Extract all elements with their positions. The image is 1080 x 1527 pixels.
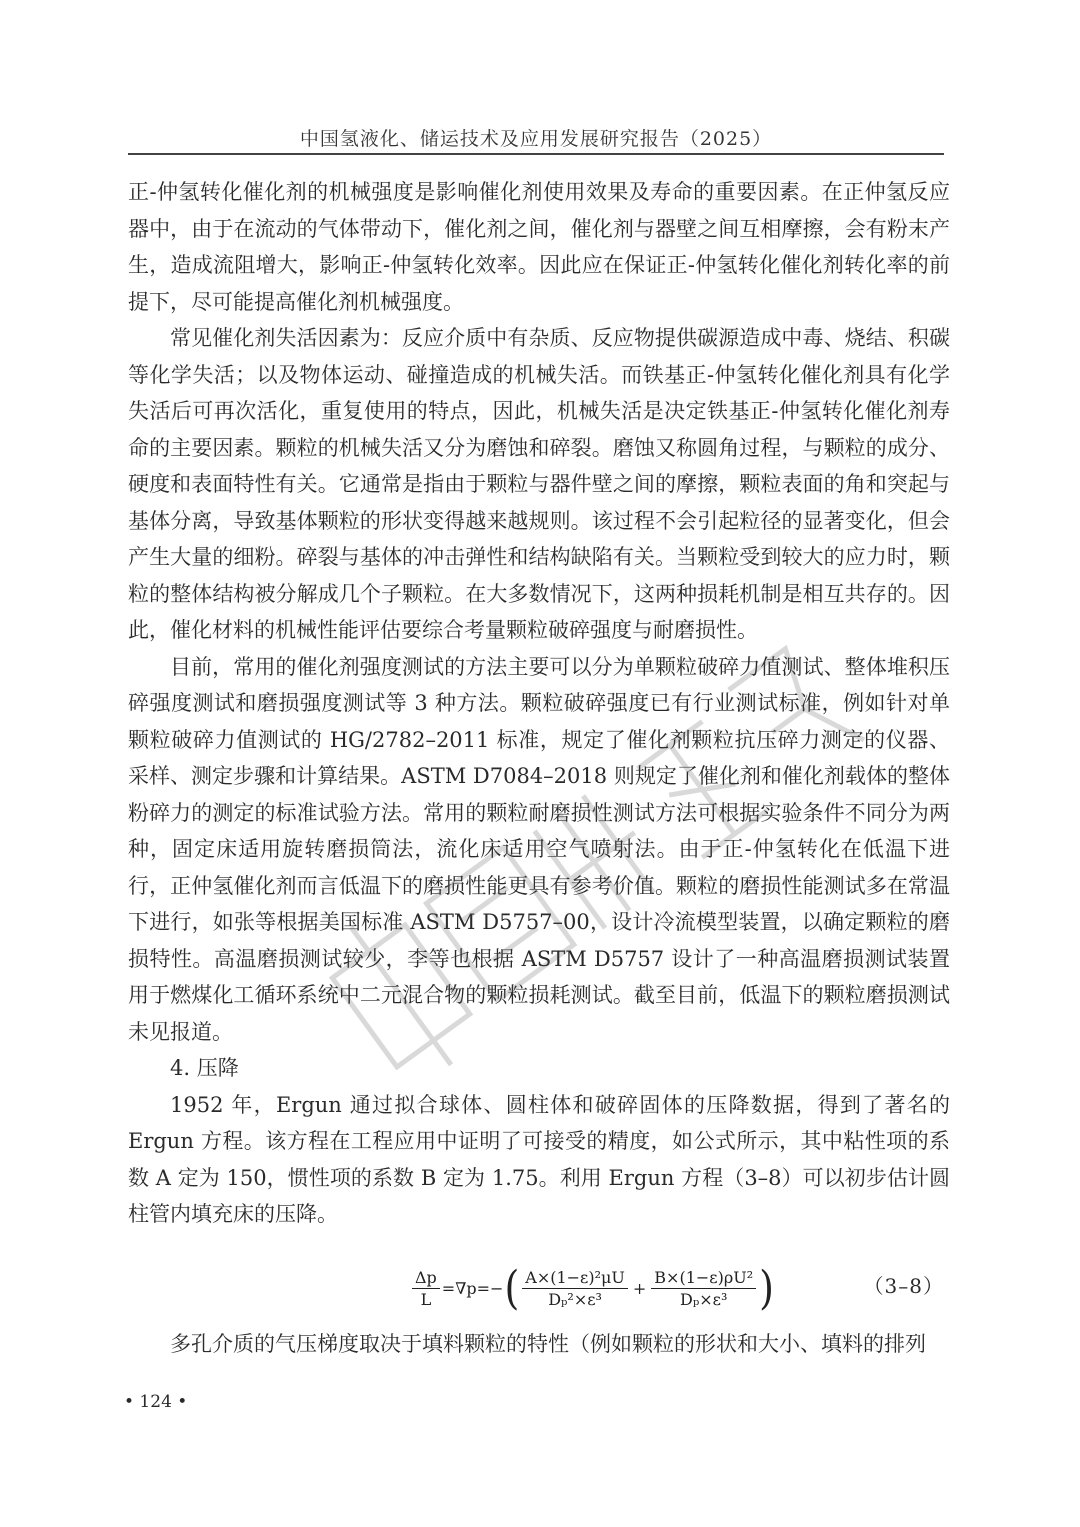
formula-lhs-fraction [412,1268,440,1309]
page-number: • 124 • [124,1392,188,1412]
formula-right-paren: ) [759,1261,774,1315]
formula-lhs-numerator: Δp [412,1268,440,1289]
formula-viscous-numerator: A×(1−ε)²μU [522,1268,628,1289]
body-text [128,174,950,1233]
formula-lhs-denominator: L [420,1289,432,1309]
paragraph-strength-testing: 目前，常用的催化剂强度测试的方法主要可以分为单颗粒破碎力值测试、整体堆积压碎强度测试和磨损强度测试等 3 种方法。颗粒破碎强度已有行业测试标准，例如针对单颗粒破碎力值测试的 HG/2782–2011 标准，规定了催化剂颗粒抗压碎力测定的仪器、采样、测定步骤和计算结果。ASTM D7084–2018 则规定了催化剂和催化剂载体的整体粉碎力的测定的标准试验方法。常用的颗粒耐磨损性测试方法可根据实验条件不同分为两种，固定床适用旋转磨损筒法，流化床适用空气喷射法。由于正-仲氢转化在低温下进行，正仲氢催化剂而言低温下的磨损性能更具有参考价值。颗粒的磨损性能测试多在常温下进行，如张等根据美国标准 ASTM D5757–00，设计冷流模型装置，以确定颗粒的磨损特性。高温磨损测试较少，李等也根据 ASTM D5757 设计了一种高温磨损测试装置用于燃煤化工循环系统中二元混合物的颗粒损耗测试。截至目前，低温下的颗粒磨损测试未见报道。 [128,654,950,1044]
formula-viscous-denominator: Dₚ²×ε³ [548,1289,602,1309]
section-heading: 4. 压降 [170,1056,239,1080]
running-header: 中国氢液化、储运技术及应用发展研究报告（2025） [299,128,773,150]
equation-number: （3–8） [863,1274,944,1298]
formula-left-paren: ( [504,1261,520,1315]
formula-viscous-term [522,1268,628,1309]
formula-inertial-numerator: B×(1−ε)ρU² [651,1268,756,1289]
paragraph-porous-media: 多孔介质的气压梯度取决于填料颗粒的特性（例如颗粒的形状和大小、填料的排列 [170,1332,926,1356]
header-rule [128,153,944,155]
ergun-equation [410,1258,775,1318]
paragraph-ergun: 1952 年，Ergun 通过拟合球体、圆柱体和破碎固体的压降数据，得到了著名的 Ergun 方程。该方程在工程应用中证明了可接受的精度，如公式所示，其中粘性项的系数 A 定为 150，惯性项的系数 B 定为 1.75。利用 Ergun 方程（3–8）可以初步估计圆柱管内填充床的压降。 [128,1092,950,1226]
paragraph-deactivation: 常见催化剂失活因素为：反应介质中有杂质、反应物提供碳源造成中毒、烧结、积碳等化学失活；以及物体运动、碰撞造成的机械失活。而铁基正-仲氢转化催化剂具有化学失活后可再次活化，重复使用的特点，因此，机械失活是决定铁基正-仲氢转化催化剂寿命的主要因素。颗粒的机械失活又分为磨蚀和碎裂。磨蚀又称圆角过程，与颗粒的成分、硬度和表面特性有关。它通常是指由于颗粒与器件壁之间的摩擦，颗粒表面的角和突起与基体分离，导致基体颗粒的形状变得越来越规则。该过程不会引起粒径的显著变化，但会产生大量的细粉。碎裂与基体的冲击弹性和结构缺陷有关。当颗粒受到较大的应力时，颗粒的整体结构被分解成几个子颗粒。在大多数情况下，这两种损耗机制是相互共存的。因此，催化材料的机械性能评估要综合考量颗粒破碎强度与耐磨损性。 [128,326,950,642]
formula-inertial-term [651,1268,756,1309]
paragraph-mechanical-strength: 正-仲氢转化催化剂的机械强度是影响催化剂使用效果及寿命的重要因素。在正仲氢反应器中，由于在流动的气体带动下，催化剂之间，催化剂与器壁之间互相摩擦，会有粉末产生，造成流阻增大，影响正-仲氢转化效率。因此应在保证正-仲氢转化催化剂转化率的前提下，尽可能提高催化剂机械强度。 [128,180,950,314]
formula-inertial-denominator: Dₚ×ε³ [680,1289,728,1309]
formula-plus: + [632,1278,647,1298]
formula-equals: =∇p=− [441,1278,504,1298]
